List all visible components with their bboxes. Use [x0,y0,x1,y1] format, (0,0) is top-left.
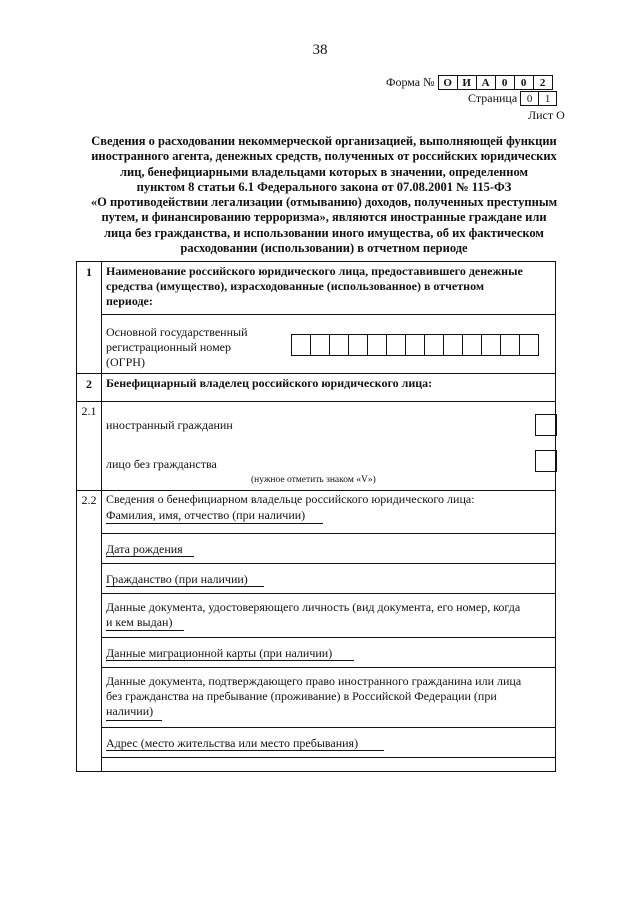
title-line: иностранного агента, денежных средств, полученных от российских юридических [91,149,557,164]
field-label-line: наличии) [106,704,154,718]
ogrn-digit-box[interactable] [329,334,349,356]
form-code-label: Форма № [386,75,435,89]
row-divider [101,757,555,758]
ogrn-digit-box[interactable] [310,334,330,356]
page-code-cell: 0 [520,91,539,106]
birth-date-underline [106,556,194,557]
field-label-line: Данные документа, удостоверяющего личность (вид документа, его номер, когда [106,600,521,614]
row-divider [101,667,555,668]
ogrn-digit-box[interactable] [481,334,501,356]
page-number: 38 [312,42,328,58]
sheet-label: Лист О [528,108,565,122]
title-line: лиц, бенефициарными владельцами которых в значении, определенном [120,164,528,179]
fio-underline [106,523,323,524]
form-code-cell: И [457,75,477,90]
heading-line: средства (имущество), израсходованные (использованное) в отчетном [106,279,485,293]
row-divider [101,563,555,564]
fio-field-label: Фамилия, имя, отчество (при наличии) [106,508,306,522]
ogrn-digit-box[interactable] [405,334,425,356]
id-document-field-label [106,600,547,630]
section-1-number: 1 [86,265,92,279]
birth-date-field-label: Дата рождения [106,542,183,556]
title-line: Сведения о расходовании некоммерческой организацией, выполняющей функции [91,134,557,148]
title-line: лица без гражданства, и использовании иного имущества, об их фактическом [104,225,544,240]
ogrn-label-line: (ОГРН) [106,355,145,369]
row-divider [101,727,555,728]
form-code-cell: 0 [514,75,534,90]
section-2-2-number: 2.2 [81,493,97,507]
ogrn-digit-box[interactable] [462,334,482,356]
row-divider [101,314,555,315]
page-code-cells [520,91,557,106]
ogrn-digit-box[interactable] [348,334,368,356]
foreign-citizen-label: иностранный гражданин [106,418,233,432]
row-divider [77,401,555,402]
field-label-line: и кем выдан) [106,615,173,629]
foreign-citizen-checkbox[interactable] [535,414,557,436]
page-code-cell: 1 [538,91,557,106]
row-divider [77,373,555,374]
ogrn-digit-box[interactable] [367,334,387,356]
stateless-checkbox[interactable] [535,450,557,472]
form-code-cells [438,75,553,90]
ogrn-digit-box[interactable] [443,334,463,356]
ogrn-digit-box[interactable] [386,334,406,356]
form-code [386,75,553,90]
section-1-heading [106,264,547,309]
ogrn-digit-box[interactable] [519,334,539,356]
stateless-label: лицо без гражданства [106,457,217,471]
form-code-cell: О [438,75,458,90]
id-document-underline [106,630,184,631]
page-code-label: Страница [468,91,518,105]
row-divider [101,533,555,534]
stay-document-underline [106,720,162,721]
migration-card-field-label: Данные миграционной карты (при наличии) [106,646,333,660]
title-line: путем, и финансированию терроризма», являются иностранные граждане или [101,210,547,225]
form-code-cell: 2 [533,75,553,90]
form-code-cell: А [476,75,496,90]
title-line: расходовании (использовании) в отчетном периоде [180,241,468,256]
ogrn-label-line: регистрационный номер [106,340,231,354]
title-line: «О противодействии легализации (отмыванию) доходов, полученных преступным [90,195,558,210]
stay-document-field-label [106,674,547,719]
field-label-line: без гражданства на пребывание (проживание) в Российской Федерации (при [106,689,497,703]
address-underline [106,750,384,751]
form-code-cell: 0 [495,75,515,90]
address-field-label: Адрес (место жительства или место пребывания) [106,736,359,750]
ogrn-label-line: Основной государственный [106,325,248,339]
ogrn-digit-box[interactable] [291,334,311,356]
ogrn-input-cells[interactable] [291,334,539,356]
section-2-1-number: 2.1 [81,404,97,418]
section-2-2-heading: Сведения о бенефициарном владельце российского юридического лица: [106,492,475,506]
migration-card-underline [106,660,354,661]
section-2-heading: Бенефициарный владелец российского юридического лица: [106,376,433,390]
row-divider [101,637,555,638]
citizenship-field-label: Гражданство (при наличии) [106,572,248,586]
column-divider [101,262,102,771]
heading-line: Наименование российского юридического лица, предоставившего денежные [106,264,523,278]
document-title [70,134,578,256]
citizenship-underline [106,586,264,587]
title-line: пунктом 8 статьи 6.1 Федерального закона от 07.08.2001 № 115-ФЗ [136,179,512,194]
field-label-line: Данные документа, подтверждающего право иностранного гражданина или лица [106,674,522,688]
heading-line: периоде: [106,294,153,308]
mark-note: (нужное отметить знаком «V») [251,475,376,485]
page-code [468,91,557,106]
row-divider [77,490,555,491]
ogrn-digit-box[interactable] [424,334,444,356]
form-table [76,261,556,772]
ogrn-digit-box[interactable] [500,334,520,356]
row-divider [101,593,555,594]
section-2-number: 2 [86,377,92,391]
